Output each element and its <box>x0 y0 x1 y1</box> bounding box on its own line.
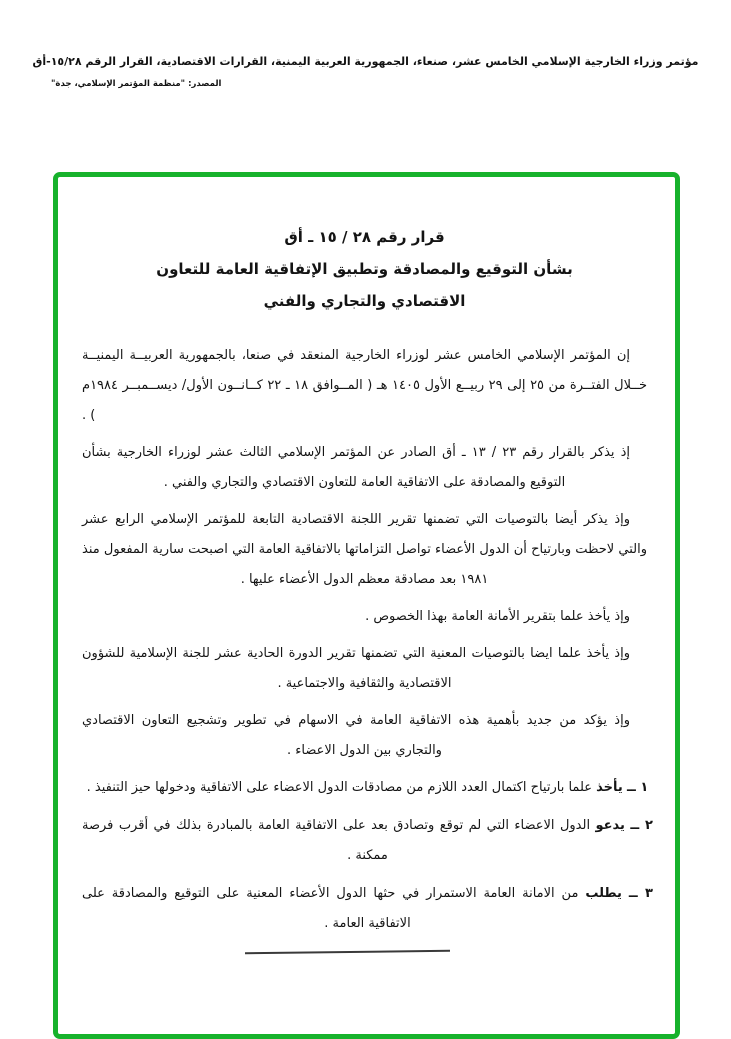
preamble-paragraph-5: وإذ يأخذ علما ايضا بالتوصيات المعنية التي تضمنها تقرير الدورة الحادية عشر للجنة الإسلامية للشؤون الاقتصادية والثقافية والاجتماعية . <box>82 646 630 691</box>
item-1-text: علما بارتياح اكتمال العدد اللازم من مصادقات الدول الاعضاء على الاتفاقية ودخولها حيز التنفيذ . <box>86 780 593 795</box>
item-2-number: ٢ ــ <box>630 818 653 833</box>
item-3-text: من الامانة العامة الاستمرار في حثها الدول الأعضاء المعنية على التوقيع والمصادقة على الاتفاقية العامة . <box>82 886 579 931</box>
preamble-paragraph-2: إذ يذكر بالقرار رقم ٢٣ / ١٣ ـ أق الصادر عن المؤتمر الإسلامي الثالث عشر لوزراء الخارجية بشأن التوقيع والمصادقة على الاتفاقية العامة للتعاون الاقتصادي والتجاري والفني . <box>82 445 630 490</box>
resolution-subject-line1: بشأن التوقيع والمصادقة وتطبيق الإتفاقية العامة للتعاون <box>156 260 573 278</box>
operative-item-1 <box>82 773 653 803</box>
end-of-text-rule <box>245 950 450 955</box>
citation-header <box>0 54 731 70</box>
source-text: المصدر: "منظمة المؤتمر الإسلامي، جدة" <box>51 79 222 89</box>
operative-item-2 <box>82 811 653 871</box>
source-line <box>0 79 731 89</box>
resolution-body <box>82 341 653 939</box>
citation-text: مؤتمر وزراء الخارجية الإسلامي الخامس عشر، صنعاء، الجمهورية العربية اليمنية، القرارات الاقتصادية، القرار الرقم ٢٨‏/١٥-أق <box>32 55 699 68</box>
item-3-number: ٣ ــ <box>628 886 653 901</box>
preamble-paragraph-1: إن المؤتمر الإسلامي الخامس عشر لوزراء الخارجية المنعقد في صنعا، بالجمهورية العربيــة اليمنيــة خــلال الفتــرة من ٢٥ إلى ٢٩ ربيــع الأول ١٤٠٥ هـ ( المــوافق ١٨ ـ ٢٢ كــانــون الأول/ ديســمبــر ١٩٨٤م ) . <box>82 348 647 423</box>
preamble-paragraph-3: وإذ يذكر أيضا بالتوصيات التي تضمنها تقرير اللجنة الاقتصادية التابعة للمؤتمر الإسلامي الرابع عشر والتي لاحظت وبارتياح أن الدول الأعضاء تواصل التزاماتها بالاتفاقية العامة التي اصبحت سارية المفعول منذ ١٩٨١ بعد مصادقة معظم الدول الأعضاء عليها . <box>82 512 647 587</box>
resolution-number-line: قرار رقم ٢٨ / ١٥ ـ أق <box>284 228 445 246</box>
resolution-title <box>82 221 647 317</box>
item-1-lead-word: يأخذ <box>596 780 623 795</box>
preamble-paragraph-4: وإذ يأخذ علما بتقرير الأمانة العامة بهذا الخصوص . <box>365 609 630 624</box>
document-green-frame <box>53 172 680 1039</box>
item-3-lead-word: يطلب <box>585 886 622 901</box>
item-2-lead-word: يدعو <box>595 818 625 833</box>
item-2-text: الدول الاعضاء التي لم توقع وتصادق بعد على الاتفاقية العامة بالمبادرة بذلك في أقرب فرصة ممكنة . <box>82 818 591 863</box>
resolution-subject-line2: الاقتصادي والتجاري والفني <box>263 292 466 310</box>
preamble-paragraph-6: وإذ يؤكد من جديد بأهمية هذه الاتفاقية العامة في الاسهام في تطوير وتشجيع التعاون الاقتصادي والتجاري بين الدول الاعضاء . <box>82 713 630 758</box>
item-1-number: ١ ــ <box>626 780 649 795</box>
operative-item-3 <box>82 879 653 939</box>
